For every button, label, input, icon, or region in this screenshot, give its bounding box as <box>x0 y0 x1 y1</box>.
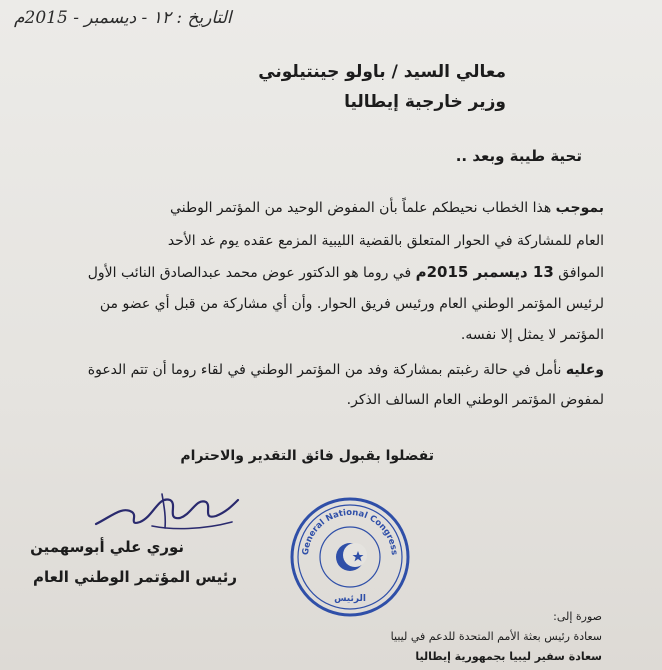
body-text: في روما هو الدكتور عوض محمد عبدالصادق النائب الأول <box>87 265 416 281</box>
signer-title: رئيس المؤتمر الوطني العام <box>33 568 237 586</box>
body-keyword: وعليه <box>565 362 604 378</box>
body-line-2: العام للمشاركة في الحوار المتعلق بالقضية الليبية المزمع عقده يوم غد الأحد <box>167 233 604 249</box>
meeting-date: 13 ديسمبر 2015م <box>415 263 554 281</box>
cc-recipient-1: سعادة رئيس بعثة الأمم المتحدة للدعم في ليبيا <box>390 630 602 643</box>
body-line-5: المؤتمر لا يمثل إلا نفسه. <box>460 327 604 343</box>
body-line-7: لمفوض المؤتمر الوطني العام السالف الذكر. <box>346 392 604 408</box>
body-text: نأمل في حالة رغبتم بمشاركة وفد من المؤتمر الوطني في لقاء روما أن تتم الدعوة <box>87 362 566 378</box>
body-line-4: لرئيس المؤتمر الوطني العام ورئيس فريق الحوار. وأن أي مشاركة من قبل أي عضو من <box>99 296 604 312</box>
cc-label: صورة إلى: <box>553 610 602 623</box>
signer-name: نوري علي أبوسهمين <box>30 538 184 556</box>
closing-line: تفضلوا بقبول فائق التقدير والاحترام <box>180 448 434 464</box>
cc-recipient-2: سعادة سفير ليبيا بجمهورية إيطاليا <box>415 650 602 663</box>
seal-bottom-text: الرئيس <box>334 594 366 604</box>
official-seal <box>288 495 412 619</box>
body-line-6 <box>88 362 604 378</box>
svg-text:General National Congress: General National Congress <box>300 507 400 556</box>
signature <box>92 486 242 536</box>
greeting: تحية طيبة وبعد .. <box>455 147 582 165</box>
body-text: الموافق <box>553 265 604 281</box>
body-text: هذا الخطاب نحيطكم علماً بأن المفوض الوحيد من المؤتمر الوطني <box>170 200 556 216</box>
letter-date: التاريخ : ١٢ - ديسمبر - 2015م <box>14 8 232 28</box>
body-line-3 <box>88 263 604 281</box>
body-line-1 <box>170 200 604 216</box>
recipient-title: وزير خارجية إيطاليا <box>344 92 506 112</box>
body-keyword: بموجب <box>555 200 604 216</box>
recipient-name: معالي السيد / باولو جينتيلوني <box>258 62 506 82</box>
